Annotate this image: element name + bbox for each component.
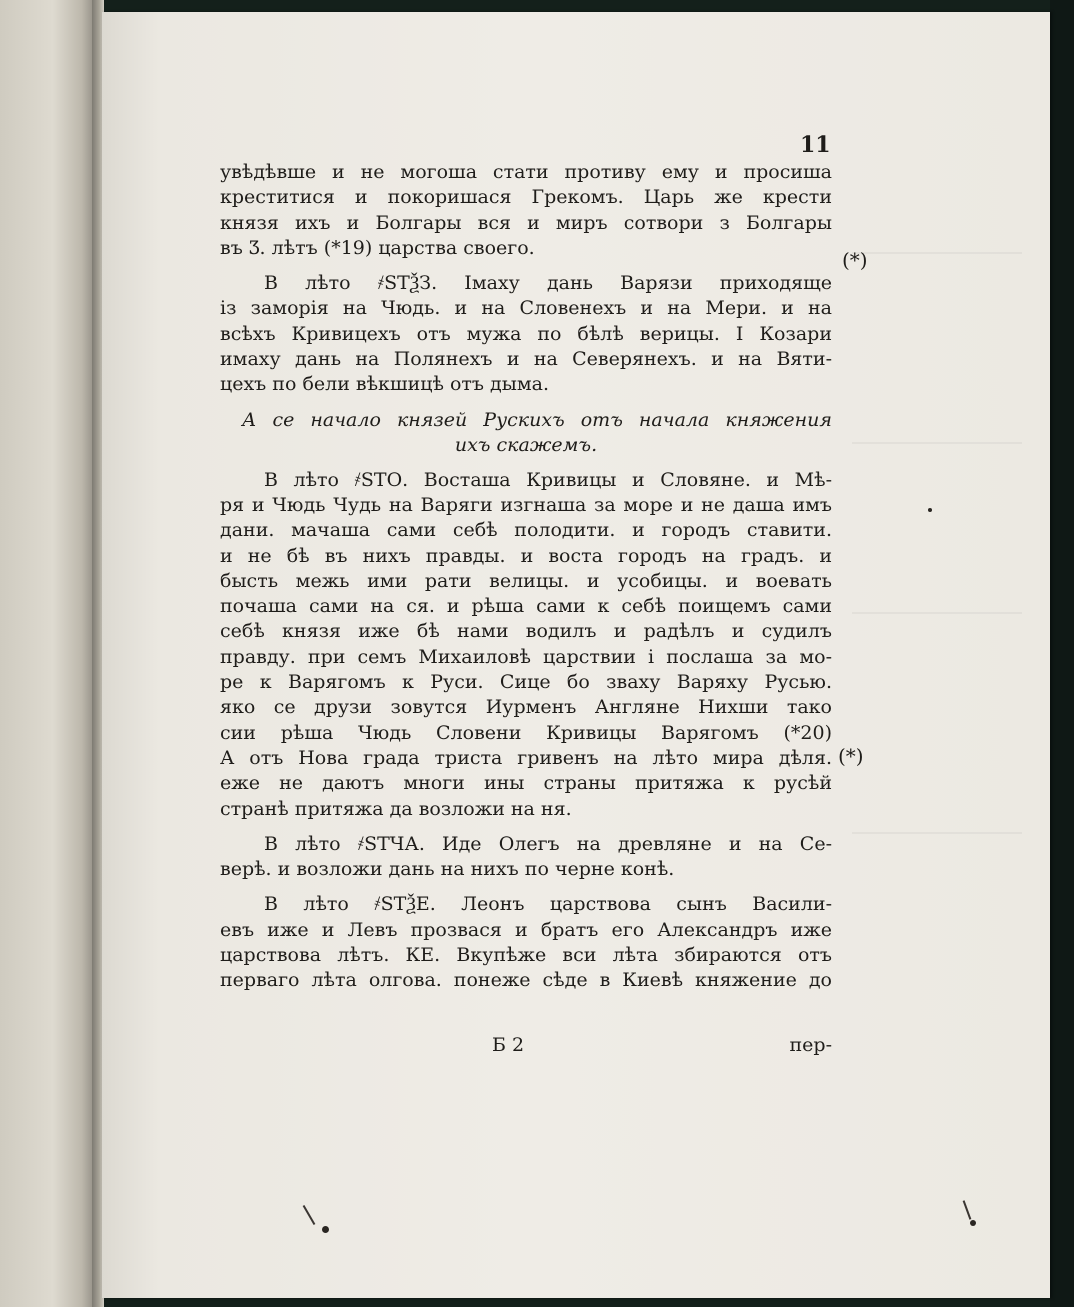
text-line: цехъ по бели вѣкшицѣ отъ дыма. [220, 373, 550, 396]
text-line: увѣдѣвше и не могоша стати противу ему и просиша [220, 161, 832, 183]
text-line: верѣ. и возложи дань на нихъ по черне конѣ. [220, 858, 675, 881]
section-heading [220, 408, 832, 458]
text-line: всѣхъ Кривицехъ отъ мужа по бѣлѣ верицы. І Козари [220, 322, 832, 345]
text-line: В лѣто ҂ЅТѮЕ. Леонъ царствова сынъ Васили- [264, 893, 832, 916]
text-line: царствова лѣтъ. КЕ. Вкупѣже вси лѣта збираются отъ [220, 944, 832, 967]
margin-note-asterisk: (*) [842, 248, 868, 272]
margin-note-asterisk: (*) [838, 744, 864, 768]
text-line: имаху дань на Полянехъ и на Северянехъ. и на Вяти- [220, 348, 832, 371]
text-line: евъ иже и Левъ прозвася и братъ его Александръ иже [220, 918, 832, 941]
catchword: пер- [789, 1034, 832, 1056]
text-line: В лѣто ҂ЅТО. Восташа Кривицы и Словяне. и Мѣ- [264, 468, 832, 491]
page-body-text [220, 160, 832, 994]
scan-background-edge [1050, 0, 1074, 1307]
printer-signature: Б 2 [492, 1034, 525, 1056]
left-page-edge [0, 0, 96, 1307]
text-line: странѣ притяжа да возложи на ня. [220, 797, 572, 820]
text-line: себѣ князя иже бѣ нами водилъ и радѣлъ и судилъ [220, 620, 832, 643]
bleed-through-shadow [852, 252, 1022, 254]
ink-blot [322, 1226, 329, 1233]
page-number: 11 [800, 132, 831, 158]
bleed-through-shadow [852, 832, 1022, 834]
ink-speck [928, 508, 932, 512]
text-line: бысть межь ими рати велицы. и усобицы. и воевать [220, 569, 832, 592]
text-line: В лѣто ҂ЅТѮЗ. Імаху дань Варязи приходяще [264, 272, 832, 295]
page-footer [220, 1034, 832, 1058]
paragraph [220, 271, 832, 397]
text-line: и не бѣ въ нихъ правды. и воста городъ на градъ. и [220, 544, 832, 567]
text-line: ре к Варягомъ к Руси. Сице бо зваху Варяху Русью. [220, 671, 832, 694]
text-line: сии рѣша Чюдь Словени Кривицы Варягомъ (*20) [220, 721, 832, 744]
text-line: въ Ӡ. лѣтъ (*19) царства своего. [220, 236, 535, 259]
text-line: еже не даютъ многи ины страны притяжа к русѣй [220, 772, 832, 795]
ink-blot [970, 1220, 976, 1226]
paragraph [220, 892, 832, 993]
heading-line: А се начало князей Рускихъ отъ начала княжения [242, 408, 832, 431]
paragraph [220, 160, 832, 261]
text-line: В лѣто ҂ЅТЧА. Иде Олегъ на древляне и на Се- [264, 832, 832, 855]
paragraph [220, 832, 832, 883]
bleed-through-shadow [852, 442, 1022, 444]
paragraph [220, 468, 832, 822]
text-line: дани. мачаша сами себѣ полодити. и городъ ставити. [220, 519, 832, 542]
text-line: правду. при семъ Михаиловѣ царствии і послаша за мо- [220, 645, 832, 668]
text-line: князя ихъ и Болгары вся и миръ сотвори з Болгары [220, 211, 832, 234]
text-line: почаша сами на ся. и рѣша сами к себѣ поищемъ сами [220, 595, 832, 618]
text-line: ря и Чюдь Чудь на Варяги изгнаша за море и не даша имъ [220, 493, 832, 516]
text-line: перваго лѣта олгова. понеже сѣде в Киевѣ княжение до [220, 969, 832, 992]
text-line: креститися и покоришася Грекомъ. Царь же крести [220, 186, 832, 209]
text-line: А отъ Нова града триста гривенъ на лѣто мира дѣля. [220, 746, 832, 769]
text-line: яко се друзи зовутся Иурменъ Англяне Нихши тако [220, 696, 832, 719]
heading-line: ихъ скажемъ. [454, 433, 598, 456]
text-line: із заморія на Чюдь. и на Словенехъ и на Мери. и на [220, 297, 832, 320]
bleed-through-shadow [852, 612, 1022, 614]
